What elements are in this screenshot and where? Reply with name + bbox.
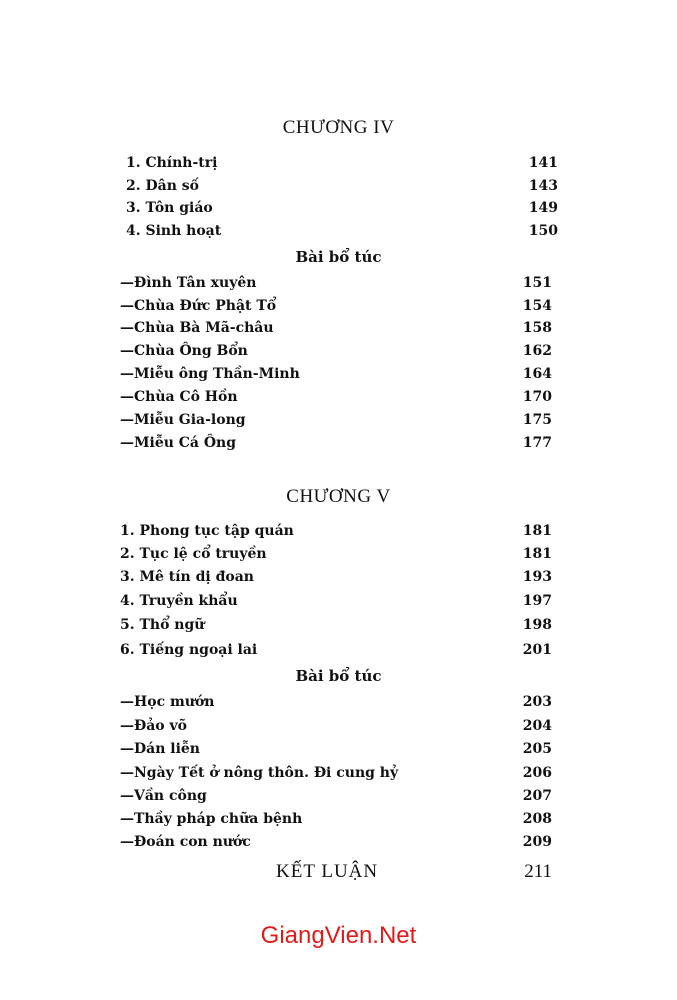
toc-entry-label: —Đảo võ (120, 718, 187, 734)
toc-entry-label: 1. Phong tục tập quán (120, 523, 294, 539)
toc-entry[interactable] (120, 364, 552, 384)
toc-entry-label: —Chùa Bà Mã-châu (120, 320, 274, 336)
toc-entry-page: 151 (522, 275, 552, 291)
toc-entry[interactable] (126, 221, 558, 241)
toc-entry-page: 205 (522, 741, 552, 757)
toc-entry-label: —Vần công (120, 788, 207, 804)
toc-entry-page: 198 (522, 617, 552, 633)
toc-entry-page: 143 (528, 178, 558, 194)
toc-entry-label: 4. Sinh hoạt (126, 223, 222, 239)
toc-entry[interactable] (126, 176, 558, 196)
toc-entry-label: 1. Chính-trị (126, 155, 218, 171)
toc-entry-label: —Dán liễn (120, 741, 200, 757)
toc-entry-page: 154 (522, 298, 552, 314)
toc-entry-page: 204 (522, 718, 552, 734)
toc-entry[interactable] (120, 692, 552, 712)
toc-entry[interactable] (120, 615, 552, 635)
toc-entry-label: 3. Mê tín dị đoan (120, 569, 254, 585)
toc-entry[interactable] (120, 809, 552, 829)
toc-entry-page: 208 (522, 811, 552, 827)
toc-entry[interactable] (120, 567, 552, 587)
conclusion-entry[interactable] (276, 860, 552, 884)
toc-entry-page: 181 (522, 546, 552, 562)
toc-entry[interactable] (120, 387, 552, 407)
toc-entry-label: 2. Tục lệ cổ truyền (120, 546, 267, 562)
toc-entry-label: 4. Truyền khẩu (120, 593, 238, 609)
toc-entry-page: 141 (528, 155, 558, 171)
toc-entry-label: —Miễu ông Thần-Minh (120, 366, 300, 382)
toc-entry-page: 170 (522, 389, 552, 405)
conclusion-page: 211 (524, 861, 552, 882)
toc-entry[interactable] (120, 318, 552, 338)
toc-entry-label: —Học mướn (120, 694, 215, 710)
toc-entry-page: 150 (528, 223, 558, 239)
toc-entry-label: —Chùa Cô Hồn (120, 389, 238, 405)
toc-entry-label: —Chùa Đức Phật Tổ (120, 298, 277, 314)
toc-entry-page: 162 (522, 343, 552, 359)
conclusion-label: KẾT LUẬN (276, 861, 379, 882)
toc-entry[interactable] (120, 410, 552, 430)
toc-entry-label: —Ngày Tết ở nông thôn. Đi cung hỷ (120, 765, 399, 781)
toc-entry-label: —Đoán con nước (120, 834, 251, 850)
toc-entry[interactable] (120, 716, 552, 736)
toc-entry-label: —Miễu Gia-long (120, 412, 246, 428)
toc-entry-page: 209 (522, 834, 552, 850)
supplement-title: Bài bổ túc (295, 248, 382, 266)
toc-entry[interactable] (120, 341, 552, 361)
toc-entry[interactable] (120, 739, 552, 759)
toc-entry-page: 164 (522, 366, 552, 382)
toc-entry-page: 207 (522, 788, 552, 804)
toc-entry[interactable] (120, 273, 552, 293)
toc-entry-label: 3. Tôn giáo (126, 200, 213, 216)
toc-entry[interactable] (120, 832, 552, 852)
watermark: GiangVien.Net (260, 922, 417, 949)
toc-entry-page: 201 (522, 642, 552, 658)
toc-entry-page: 149 (528, 200, 558, 216)
toc-entry[interactable] (120, 433, 552, 453)
toc-entry-label: —Chùa Ông Bổn (120, 343, 248, 359)
toc-entry-page: 197 (522, 593, 552, 609)
chapter-4-title: CHƯƠNG IV (282, 117, 395, 138)
toc-entry[interactable] (120, 591, 552, 611)
toc-entry-label: —Đình Tân xuyên (120, 275, 257, 291)
toc-entry-label: 6. Tiếng ngoại lai (120, 642, 258, 658)
toc-entry[interactable] (126, 198, 558, 218)
toc-entry-label: —Thầy pháp chữa bệnh (120, 811, 303, 827)
toc-entry[interactable] (120, 296, 552, 316)
toc-entry-page: 203 (522, 694, 552, 710)
toc-entry-page: 158 (522, 320, 552, 336)
toc-entry-page: 193 (522, 569, 552, 585)
toc-entry[interactable] (120, 544, 552, 564)
supplement-title: Bài bổ túc (295, 667, 382, 685)
chapter-5-title: CHƯƠNG V (286, 486, 391, 507)
toc-entry-page: 181 (522, 523, 552, 539)
toc-entry[interactable] (120, 640, 552, 660)
toc-entry-label: —Miễu Cá Ông (120, 435, 237, 451)
toc-entry-page: 175 (522, 412, 552, 428)
toc-entry-label: 2. Dân số (126, 178, 199, 194)
toc-entry[interactable] (120, 521, 552, 541)
toc-entry[interactable] (120, 786, 552, 806)
toc-entry-label: 5. Thổ ngữ (120, 617, 205, 633)
toc-entry[interactable] (120, 763, 552, 783)
toc-entry[interactable] (126, 153, 558, 173)
toc-entry-page: 177 (522, 435, 552, 451)
toc-entry-page: 206 (522, 765, 552, 781)
